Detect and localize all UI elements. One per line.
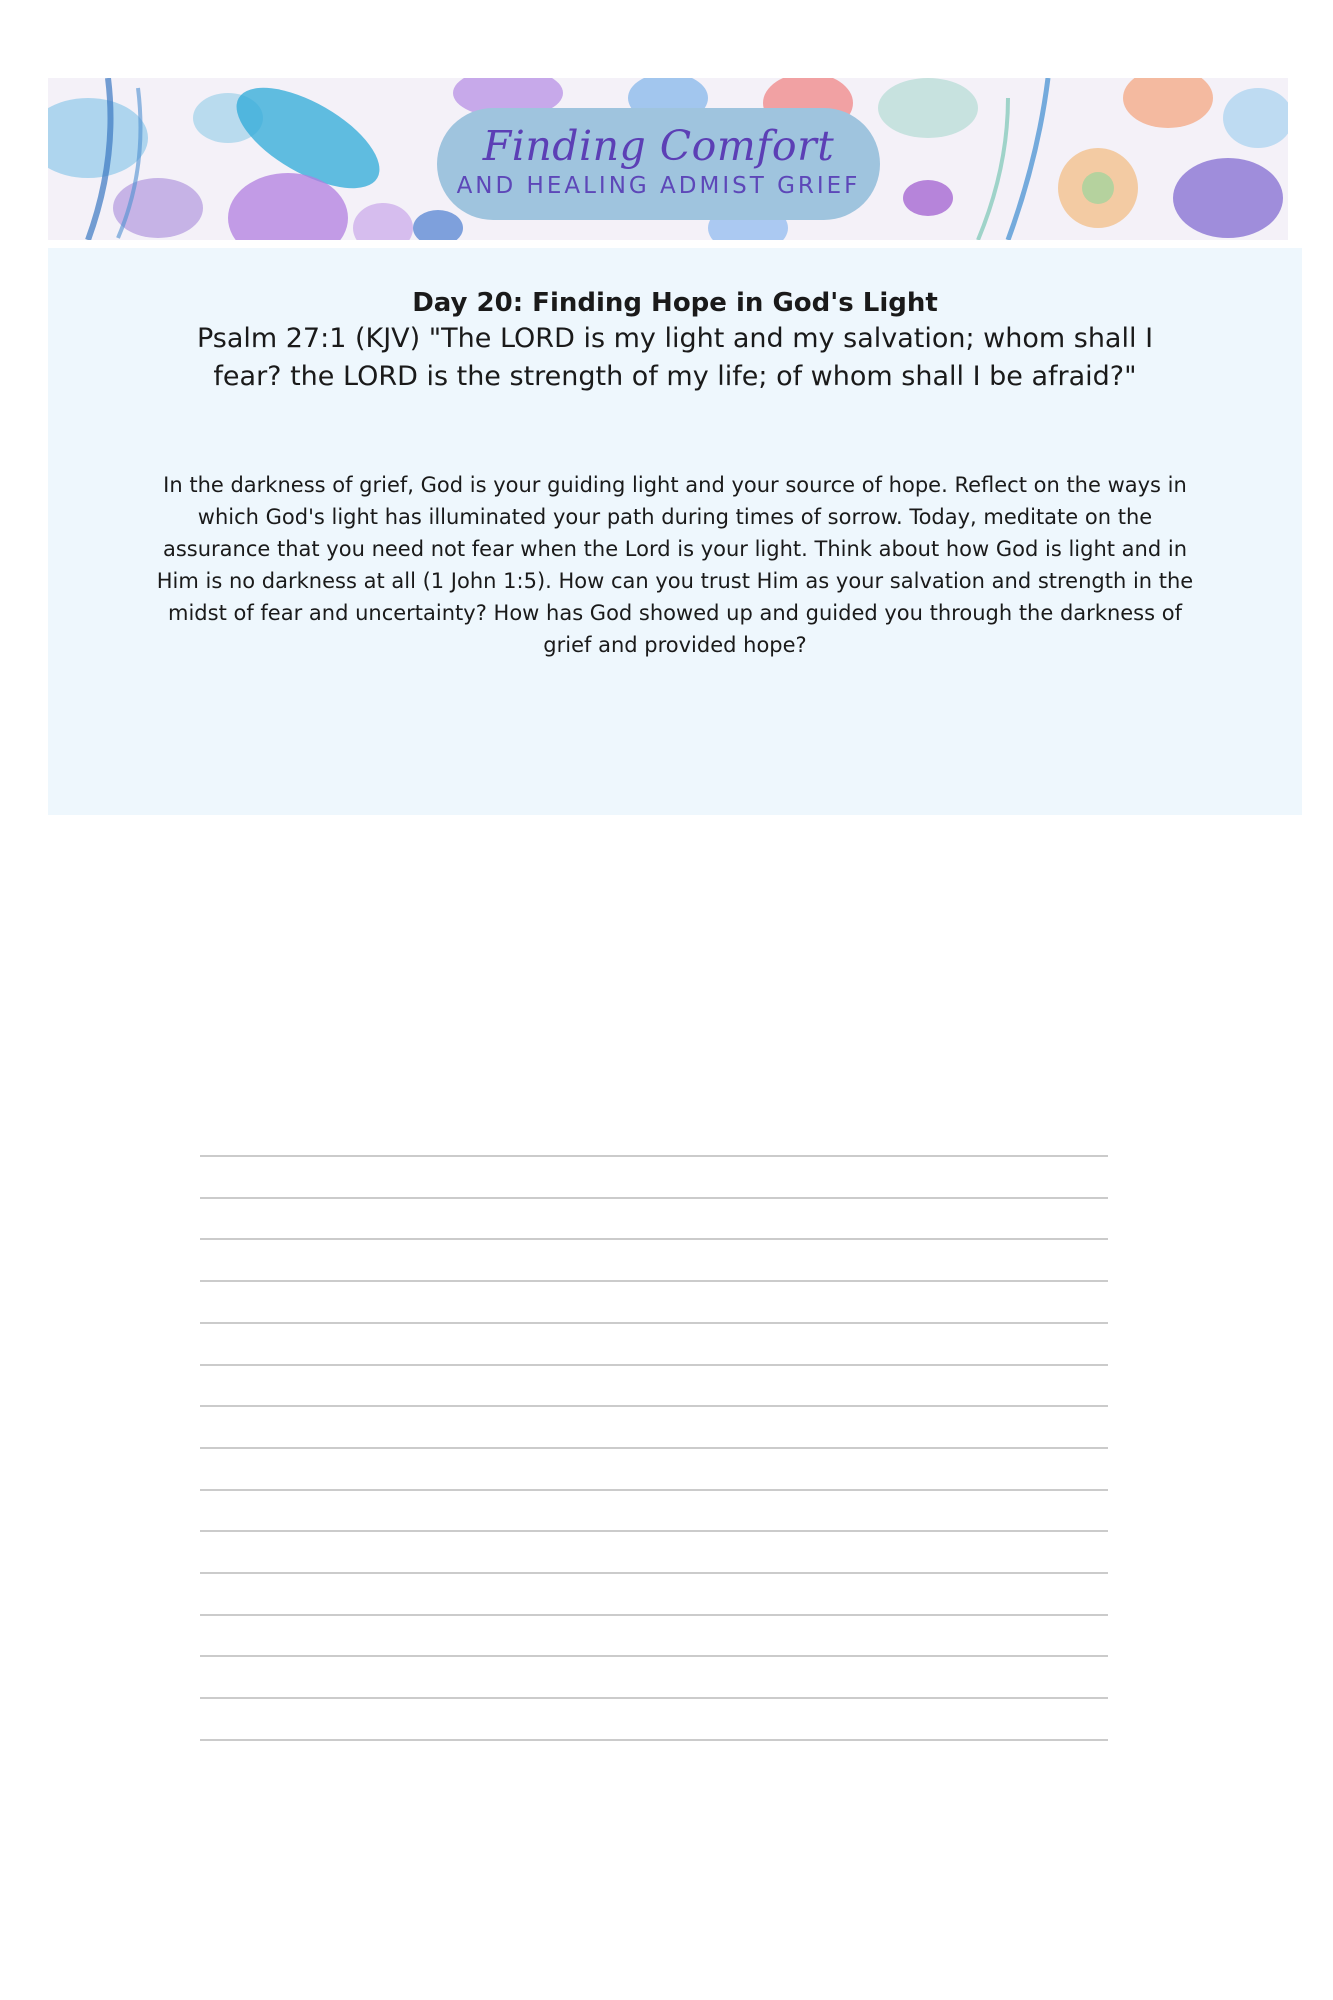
journal-line (200, 1697, 1108, 1699)
journal-line (200, 1739, 1108, 1741)
journal-lines (200, 1155, 1108, 1755)
journal-line (200, 1572, 1108, 1574)
journal-line (200, 1238, 1108, 1240)
scripture-verse: Psalm 27:1 (KJV) "The LORD is my light and my salvation; whom shall I fear? the LORD is the strength of my life; of whom shall I be afraid?" (196, 323, 1154, 392)
journal-line (200, 1530, 1108, 1532)
journal-line (200, 1364, 1108, 1366)
journal-line (200, 1322, 1108, 1324)
banner-title-pill (437, 108, 880, 220)
journal-line (200, 1489, 1108, 1491)
journal-line (200, 1614, 1108, 1616)
day-title: Day 20: Finding Hope in God's Light (412, 288, 938, 318)
journal-line (200, 1197, 1108, 1199)
journal-line (200, 1405, 1108, 1407)
devotional-card (48, 248, 1302, 815)
journal-line (200, 1447, 1108, 1449)
banner-title: Finding Comfort (482, 122, 835, 170)
header-banner (48, 78, 1288, 240)
journal-line (200, 1155, 1108, 1157)
reflection-text: In the darkness of grief, God is your guiding light and your source of hope. Reflect on the ways in which God's light has illuminated your path during times of sorrow. Today, meditate on the assurance that you need not fear when the Lord is your light. Think about how God is light and in Him is no darkness at all (1 John 1:5). How can you trust Him as your salvation and strength in the midst of fear and uncertainty? How has God showed up and guided you through the darkness of grief and provided hope? (156, 473, 1194, 657)
journal-line (200, 1280, 1108, 1282)
banner-subtitle: AND HEALING ADMIST GRIEF (456, 173, 861, 199)
journal-line (200, 1655, 1108, 1657)
